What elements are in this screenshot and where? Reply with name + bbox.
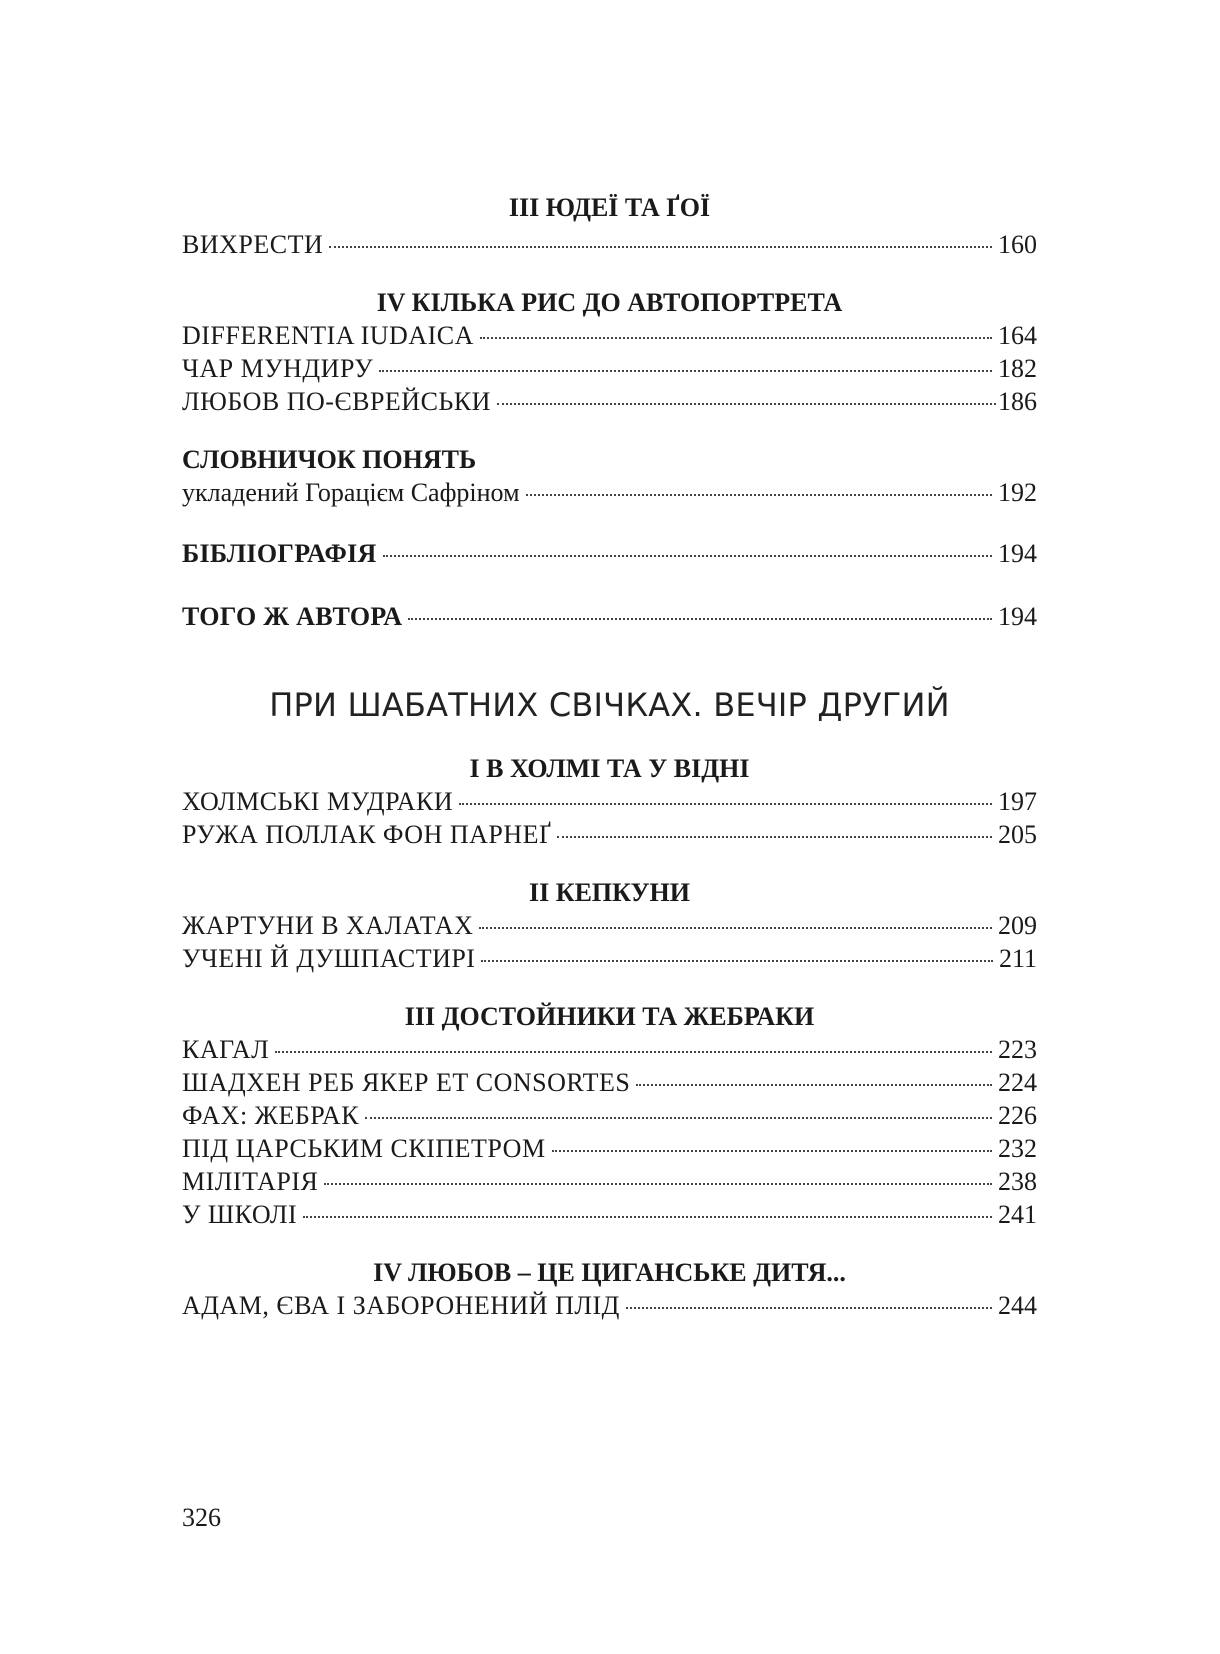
entry-label: КАГАЛ bbox=[182, 1035, 270, 1064]
entry-page: 244 bbox=[998, 1291, 1037, 1320]
entry-page: 160 bbox=[998, 230, 1037, 259]
toc-entry bbox=[182, 1066, 1037, 1099]
toc-section bbox=[182, 287, 1037, 418]
dot-leader bbox=[626, 1307, 992, 1309]
entry-page: 164 bbox=[998, 321, 1037, 350]
dot-leader bbox=[636, 1084, 992, 1086]
dot-leader bbox=[497, 403, 996, 405]
toc-section bbox=[182, 1257, 1037, 1322]
section-title: III ЮДЕЇ ТА ҐОЇ bbox=[508, 193, 711, 222]
entry-label: ШАДХЕН РЕБ ЯКЕР ЕТ CONSORTES bbox=[182, 1068, 631, 1097]
entry-label: ФАХ: ЖЕБРАК bbox=[182, 1101, 360, 1130]
entry-page: 192 bbox=[998, 478, 1037, 507]
entry-label: ЖАРТУНИ В ХАЛАТАХ bbox=[182, 911, 474, 940]
toc-entry bbox=[182, 228, 1037, 261]
dot-leader bbox=[275, 1051, 992, 1053]
dot-leader bbox=[383, 555, 992, 557]
bibliography-entry bbox=[182, 537, 1037, 570]
toc-entry bbox=[182, 476, 1037, 509]
section-title: I В ХОЛМІ ТА У ВІДНІ bbox=[469, 754, 750, 783]
entry-label: ЛЮБОВ ПО-ЄВРЕЙСЬКИ bbox=[182, 387, 491, 416]
entry-page: 197 bbox=[998, 787, 1037, 816]
dot-leader bbox=[557, 836, 992, 838]
dot-leader bbox=[365, 1117, 992, 1119]
entry-page: 226 bbox=[998, 1101, 1037, 1130]
entry-page: 211 bbox=[998, 944, 1037, 973]
toc-entry bbox=[182, 1099, 1037, 1132]
dot-leader bbox=[303, 1216, 992, 1218]
toc-section bbox=[182, 192, 1037, 261]
entry-label: ПІД ЦАРСЬКИМ СКІПЕТРОМ bbox=[182, 1134, 546, 1163]
dot-leader bbox=[552, 1150, 992, 1152]
entry-page: 182 bbox=[998, 354, 1037, 383]
dot-leader bbox=[481, 960, 992, 962]
dot-leader bbox=[324, 1183, 992, 1185]
toc-entry bbox=[182, 785, 1037, 818]
glossary-subtitle: укладений Горацієм Сафріном bbox=[182, 478, 520, 507]
dot-leader bbox=[408, 618, 992, 620]
dot-leader bbox=[479, 927, 992, 929]
entry-label: УЧЕНІ Й ДУШПАСТИРІ bbox=[182, 944, 476, 973]
page-number: 326 bbox=[182, 1503, 221, 1532]
glossary-title: СЛОВНИЧОК ПОНЯТЬ bbox=[182, 445, 477, 474]
table-of-contents bbox=[182, 192, 1037, 1322]
toc-entry bbox=[182, 818, 1037, 851]
glossary-section bbox=[182, 444, 1037, 509]
entry-label: ХОЛМСЬКІ МУДРАКИ bbox=[182, 787, 454, 816]
entry-page: 194 bbox=[998, 602, 1037, 631]
toc-entry bbox=[182, 909, 1037, 942]
entry-page: 224 bbox=[998, 1068, 1037, 1097]
section-title: IV КІЛЬКА РИС ДО АВТОПОРТРЕТА bbox=[376, 288, 843, 317]
entry-page: 194 bbox=[998, 539, 1037, 568]
section-title: II КЕПКУНИ bbox=[528, 878, 690, 907]
entry-page: 205 bbox=[998, 820, 1037, 849]
entry-page: 223 bbox=[998, 1035, 1037, 1064]
toc-entry bbox=[182, 1033, 1037, 1066]
entry-label: ВИХРЕСТИ bbox=[182, 230, 324, 259]
entry-page: 241 bbox=[998, 1200, 1037, 1229]
toc-section bbox=[182, 753, 1037, 851]
toc-entry bbox=[182, 319, 1037, 352]
entry-page: 238 bbox=[998, 1167, 1037, 1196]
entry-page: 232 bbox=[998, 1134, 1037, 1163]
entry-label: DIFFERENTIA IUDAICA bbox=[182, 321, 474, 350]
entry-label: МІЛІТАРІЯ bbox=[182, 1167, 319, 1196]
section-title: IV ЛЮБОВ – ЦЕ ЦИГАНСЬКЕ ДИТЯ... bbox=[373, 1258, 846, 1287]
toc-entry bbox=[182, 1289, 1037, 1322]
toc-entry bbox=[182, 1132, 1037, 1165]
entry-label: ЧАР МУНДИРУ bbox=[182, 354, 374, 383]
entry-page: 186 bbox=[998, 387, 1037, 416]
toc-entry bbox=[182, 352, 1037, 385]
dot-leader bbox=[459, 803, 992, 805]
toc-entry bbox=[182, 1198, 1037, 1231]
toc-section bbox=[182, 1001, 1037, 1231]
toc-entry bbox=[182, 1165, 1037, 1198]
dot-leader bbox=[480, 337, 992, 339]
same-author-label: ТОГО Ж АВТОРА bbox=[182, 602, 403, 631]
entry-label: РУЖА ПОЛЛАК ФОН ПАРНЕҐ bbox=[182, 820, 552, 849]
entry-page: 209 bbox=[998, 911, 1037, 940]
toc-entry bbox=[182, 942, 1037, 975]
entry-label: У ШКОЛІ bbox=[182, 1200, 298, 1229]
same-author-entry bbox=[182, 600, 1037, 633]
section-title: III ДОСТОЙНИКИ ТА ЖЕБРАКИ bbox=[404, 1002, 815, 1031]
toc-section bbox=[182, 877, 1037, 975]
entry-label: АДАМ, ЄВА І ЗАБОРОНЕНИЙ ПЛІД bbox=[182, 1291, 620, 1320]
dot-leader bbox=[526, 494, 992, 496]
dot-leader bbox=[379, 370, 992, 372]
dot-leader bbox=[329, 246, 992, 248]
part-heading: ПРИ ШАБАТНИХ СВІЧКАХ. ВЕЧІР ДРУГИЙ bbox=[269, 686, 950, 724]
toc-entry bbox=[182, 385, 1037, 418]
bibliography-label: БІБЛІОГРАФІЯ bbox=[182, 539, 377, 568]
